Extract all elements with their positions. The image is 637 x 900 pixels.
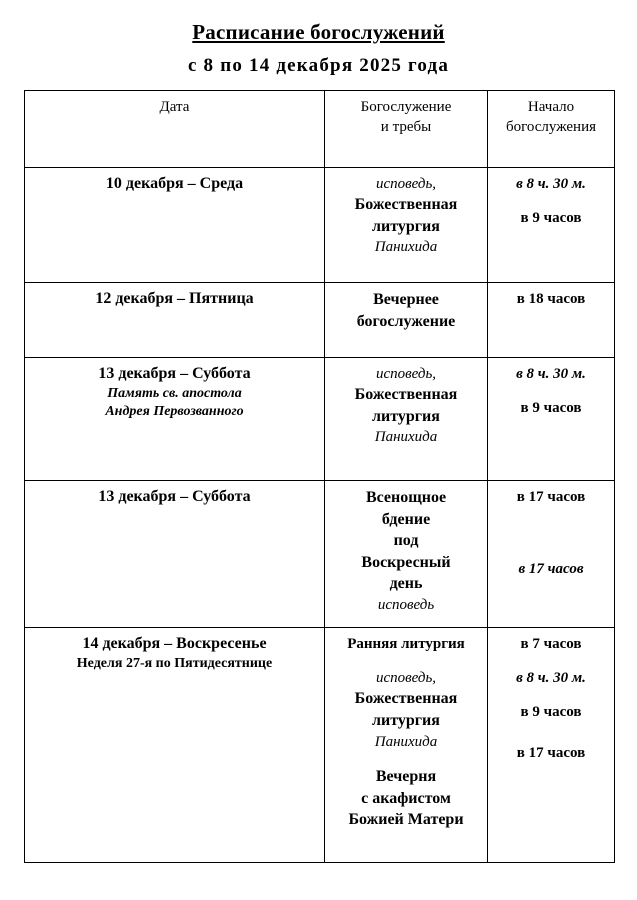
time-line: в 8 ч. 30 м. <box>516 365 586 382</box>
service-line: бдение <box>381 510 431 528</box>
time-line: в 17 часов <box>518 561 584 578</box>
date-main: 12 декабря – Пятница <box>95 289 254 307</box>
column-header-service-line2: и требы <box>380 119 432 136</box>
service-line: литургия <box>372 407 440 425</box>
cell-time <box>488 282 615 357</box>
time-spacer <box>492 194 610 208</box>
service-line: Ранняя литургия <box>347 635 465 652</box>
time-spacer <box>492 688 610 702</box>
cell-service <box>325 627 488 862</box>
cell-date <box>25 480 325 627</box>
cell-service <box>325 480 488 627</box>
cell-time <box>488 627 615 862</box>
service-spacer <box>329 654 483 668</box>
service-line: исповедь, <box>375 365 437 382</box>
table-row <box>25 480 615 627</box>
time-line: в 17 часов <box>516 488 586 505</box>
table-row <box>25 627 615 862</box>
time-spacer <box>492 507 610 533</box>
date-note-line1: Неделя 27-я по Пятидесятнице <box>76 655 273 671</box>
column-header-service <box>325 90 488 167</box>
service-line: Панихида <box>374 429 438 446</box>
service-line: под <box>393 532 419 550</box>
cell-time <box>488 480 615 627</box>
service-line: с акафистом <box>361 789 451 807</box>
date-note-line1: Память св. апостола <box>107 385 242 401</box>
time-line: в 9 часов <box>520 210 582 227</box>
time-line: в 7 часов <box>520 635 582 652</box>
service-line: Панихида <box>374 239 438 256</box>
column-header-date-label: Дата <box>159 98 190 115</box>
service-line: Панихида <box>374 733 438 750</box>
service-line: Вечерня <box>375 767 437 785</box>
service-line: исповедь, <box>375 175 437 192</box>
column-header-time-line1: Начало <box>527 98 575 115</box>
time-spacer <box>492 654 610 668</box>
service-line: Божественная <box>354 386 458 404</box>
column-header-time <box>488 90 615 167</box>
cell-date <box>25 357 325 480</box>
table-header <box>25 90 615 167</box>
page-title: Расписание богослужений <box>192 20 445 44</box>
page-subtitle: с 8 по 14 декабря 2025 года <box>187 55 450 77</box>
cell-date <box>25 627 325 862</box>
time-line: в 8 ч. 30 м. <box>516 670 586 687</box>
time-spacer <box>492 723 610 743</box>
date-main: 14 декабря – Воскресенье <box>82 634 267 652</box>
table-body <box>25 167 615 862</box>
service-line: день <box>389 575 423 593</box>
time-line: в 18 часов <box>516 290 586 307</box>
service-line: богослужение <box>356 312 456 330</box>
service-line: Божией Матери <box>348 811 464 829</box>
column-header-service-line1: Богослужение <box>360 98 452 115</box>
header-row <box>25 90 615 167</box>
time-line: в 9 часов <box>520 704 582 721</box>
table-row <box>25 167 615 282</box>
time-line: в 9 часов <box>520 400 582 417</box>
service-spacer <box>329 752 483 766</box>
time-spacer <box>492 533 610 559</box>
service-line: литургия <box>372 217 440 235</box>
cell-service <box>325 282 488 357</box>
cell-date <box>25 282 325 357</box>
cell-service <box>325 357 488 480</box>
service-line: Всенощное <box>365 488 447 506</box>
service-line: Божественная <box>354 196 458 214</box>
service-line: Воскресный <box>361 553 451 571</box>
time-line: в 8 ч. 30 м. <box>516 175 586 192</box>
schedule-table <box>24 90 615 863</box>
cell-time <box>488 357 615 480</box>
cell-service <box>325 167 488 282</box>
date-main: 13 декабря – Суббота <box>98 364 251 382</box>
service-line: исповедь, <box>375 670 437 687</box>
service-line: исповедь <box>377 596 435 613</box>
time-line: в 17 часов <box>516 744 586 761</box>
cell-date <box>25 167 325 282</box>
service-line: Божественная <box>354 690 458 708</box>
table-row <box>25 282 615 357</box>
date-main: 10 декабря – Среда <box>105 174 244 192</box>
service-line: Вечернее <box>373 290 439 308</box>
date-note-line2: Андрея Первозванного <box>105 403 244 419</box>
date-main: 13 декабря – Суббота <box>98 487 251 505</box>
cell-time <box>488 167 615 282</box>
time-spacer <box>492 384 610 398</box>
column-header-time-line2: богослужения <box>505 119 596 136</box>
service-line: литургия <box>372 712 440 730</box>
column-header-date <box>25 90 325 167</box>
table-row <box>25 357 615 480</box>
